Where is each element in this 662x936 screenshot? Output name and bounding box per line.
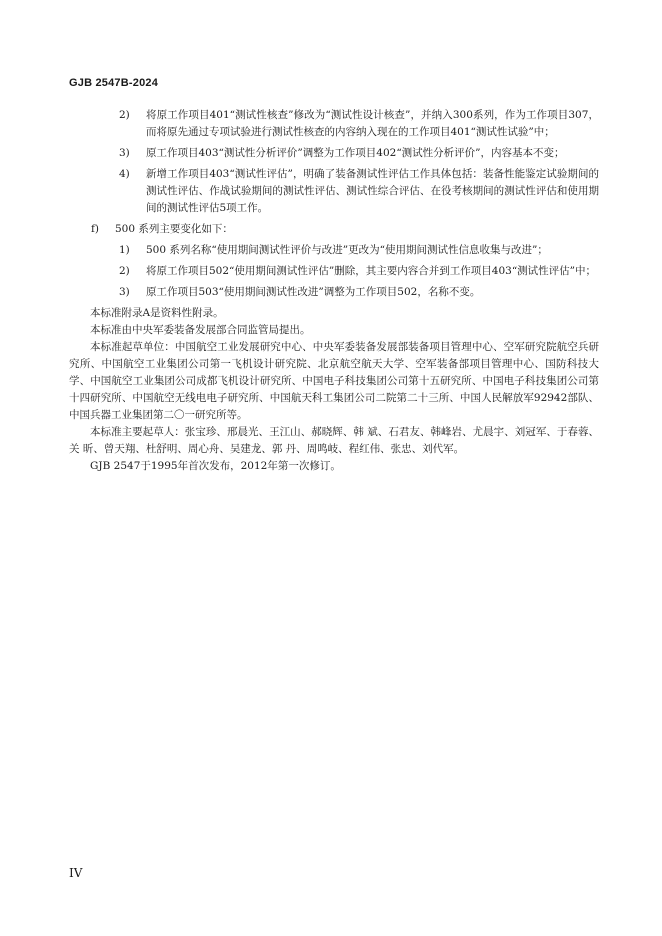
list-item: [69, 284, 599, 301]
section-f-heading: [91, 221, 599, 238]
section-text: 500 系列主要变化如下：: [115, 223, 233, 235]
publication-history: GJB 2547于1995年首次发布，2012年第一次修订。: [90, 460, 341, 472]
drafting-units: 本标准起草单位：中国航空工业发展研究中心、中央军委装备发展部装备项目管理中心、空军研究院航空兵研究所、中国航空工业集团公司第一飞机设计研究院、北京航空航天大学、空军装备部项目管理中心、国防科技大学、中国航空工业集团公司成都飞机设计研究所、中国电子科技集团公司第十五研究所、中国电子科技集团公司第十四研究所、中国航空无线电电子研究所、中国航天科工集团公司二院第二十三所、中国人民解放军92942部队、中国兵器工业集团第二〇一研究所等。: [69, 341, 599, 421]
section-number: f): [91, 223, 99, 235]
list-item-number: 3): [119, 147, 130, 159]
drafters: 本标准主要起草人：张宝珍、邢晨光、王江山、郝晓辉、韩 斌、石君友、韩峰岩、尤晨宇、刘冠军、于春蓉、关 昕、曾天翔、杜舒明、周心舟、吴建龙、郭 丹、周鸣岐、程红伟、张忠、刘代军。: [69, 426, 599, 455]
list-item-text: 将原工作项目502“使用期间测试性评估”删除，其主要内容合并到工作项目403“测试性评估”中；: [146, 265, 597, 277]
list-item-number: 2): [119, 265, 130, 277]
list-item-number: 3): [119, 286, 130, 298]
document-body: [69, 107, 599, 475]
page-number: IV: [69, 866, 83, 880]
list-item-text: 原工作项目403“测试性分析评价”调整为工作项目402“测试性分析评价”，内容基本不变；: [146, 147, 565, 159]
proposer-note: 本标准由中央军委装备发展部合同监管局提出。: [90, 324, 311, 336]
list-item: [69, 166, 599, 217]
list-item-text: 新增工作项目403“测试性评估”，明确了装备测试性评估工作具体包括：装备性能鉴定试验期间的测试性评估、作战试验期间的测试性评估、测试性综合评估、在役考核期间的测试性评估和使用期间的测试性评估5项工作。: [146, 168, 599, 214]
appendix-note: 本标准附录A是资料性附录。: [90, 307, 224, 319]
list-item-number: 2): [119, 109, 130, 121]
list-item-text: 将原工作项目401“测试性核查”修改为“测试性设计核查”，并纳入300系列，作为工作项目307，而将原先通过专项试验进行测试性核查的内容纳入现在的工作项目401“测试性试验”中；: [146, 109, 599, 138]
list-item: [69, 242, 599, 259]
list-item-number: 4): [119, 168, 130, 180]
list-item-text: 500 系列名称“使用期间测试性评价与改进”更改为“使用期间测试性信息收集与改进”；: [146, 244, 548, 256]
list-item-number: 1): [119, 244, 130, 256]
list-item-text: 原工作项目503“使用期间测试性改进”调整为工作项目502，名称不变。: [146, 286, 481, 298]
list-item: [69, 107, 599, 141]
list-item: [69, 263, 599, 280]
document-code-header: GJB 2547B-2024: [69, 77, 159, 89]
list-item: [69, 145, 599, 162]
